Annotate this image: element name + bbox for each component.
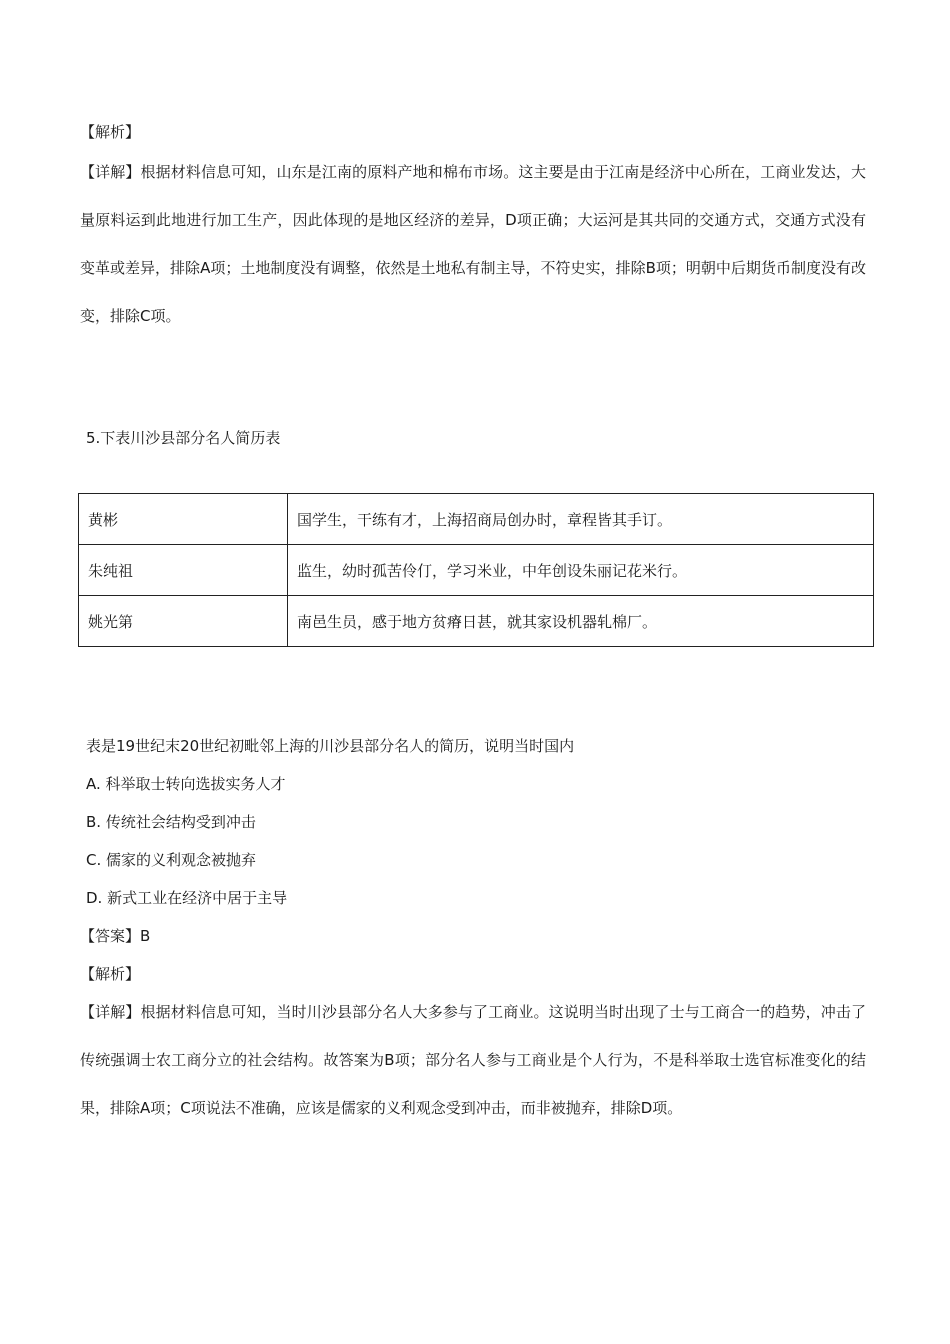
question-text: 表是19世纪末20世纪初毗邻上海的川沙县部分名人的简历，说明当时国内 (86, 737, 575, 755)
analysis-label-2: 【解析】 (80, 965, 141, 983)
person-name: 姚光第 (79, 596, 288, 647)
table-row (79, 596, 874, 647)
person-bio: 监生，幼时孤苦伶仃，学习米业，中年创设朱丽记花米行。 (288, 545, 874, 596)
option-c: C. 儒家的义利观念被抛弃 (86, 851, 257, 869)
celebrity-table (78, 493, 874, 647)
answer-label: 【答案】B (80, 927, 151, 945)
table-row (79, 494, 874, 545)
option-b: B. 传统社会结构受到冲击 (86, 813, 256, 831)
person-name: 黄彬 (79, 494, 288, 545)
analysis-label-1: 【解析】 (80, 123, 141, 141)
person-bio: 南邑生员，感于地方贫瘠日甚，就其家设机器轧棉厂。 (288, 596, 874, 647)
detail-paragraph-1: 【详解】根据材料信息可知，山东是江南的原料产地和棉布市场。这主要是由于江南是经济中心所在，工商业发达，大量原料运到此地进行加工生产，因此体现的是地区经济的差异，D项正确；大运河是其共同的交通方式，交通方式没有变革或差异，排除A项；土地制度没有调整，依然是土地私有制主导，不符史实，排除B项；明朝中后期货币制度没有改变，排除C项。 (80, 163, 866, 325)
question-5-stem: 5.下表川沙县部分名人简历表 (86, 429, 281, 447)
table-row (79, 545, 874, 596)
option-d: D. 新式工业在经济中居于主导 (86, 889, 288, 907)
person-name: 朱纯祖 (79, 545, 288, 596)
detail-paragraph-2: 【详解】根据材料信息可知，当时川沙县部分名人大多参与了工商业。这说明当时出现了士与工商合一的趋势，冲击了传统强调士农工商分立的社会结构。故答案为B项；部分名人参与工商业是个人行为，不是科举取士选官标准变化的结果，排除A项；C项说法不准确，应该是儒家的义利观念受到冲击，而非被抛弃，排除D项。 (80, 1003, 866, 1117)
person-bio: 国学生，干练有才，上海招商局创办时，章程皆其手订。 (288, 494, 874, 545)
option-a: A. 科举取士转向选拔实务人才 (86, 775, 286, 793)
